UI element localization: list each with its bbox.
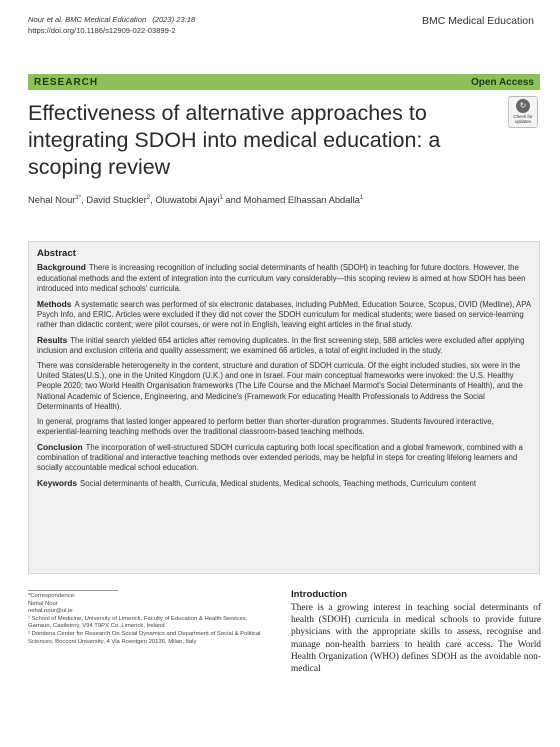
author-list: Nehal Nour$^{1*}$, David Stuckler$^2$, Oluwatobi Ajayi$^1$ and Mohamed Elhassan Abdalla$^1$ [28, 194, 364, 205]
running-header [28, 14, 195, 36]
abstract-heading: Abstract [37, 248, 76, 259]
author-name[interactable]: David Stuckler [86, 194, 147, 205]
correspondence-label: *Correspondence: [28, 593, 76, 599]
author-name[interactable]: Nehal Nour [28, 194, 76, 205]
journal-name: BMC Medical Education [421, 15, 534, 27]
abstract-box [28, 241, 540, 574]
abstract-methods: Methods A systematic search was performed of six electronic databases, including PubMed, Education Source, Scopus, OVID (Medline), APA Psych Info, and ERIC. Articles were excluded if they did not cover the SDOH curriculum for medical students; were based on service-learning rather than didactic content; were pilot courses, or were not in English, leaving eight articles in the final study. [37, 298, 531, 330]
abstract-results-p3: In general, programs that lasted longer appeared to perform better than shorter-duration programmes. Students favoured interactive, experiential-learning teaching methods over the traditional classroom-based teaching methods. [37, 416, 494, 437]
affiliation-1: ¹ School of Medicine, University of Limerick, Faculty of Education & Health Services, Garraun, Castletroy, V94 T9PX Co. Limerick, Ireland [28, 615, 248, 630]
footnote-divider [28, 590, 118, 591]
abstract-background: Background There is increasing recognition of including social determinants of health (SDOH) in teaching for future doctors. However, the educational methods and the extent of integration into the curriculum vary considerably—this scoping review is aimed at how SDOH has been introduced into medical schools' curricula. [37, 262, 526, 294]
section-label: RESEARCH [34, 76, 99, 88]
article-title: Effectiveness of alternative approaches to integrating SDOH into medical education: a scoping review [28, 101, 441, 179]
author-name[interactable]: Oluwatobi Ajayi [155, 194, 220, 205]
journal-cite: Nour et al. BMC Medical Education [28, 15, 147, 24]
check-updates-label: Check for updates [513, 114, 533, 124]
check-for-updates-button[interactable] [508, 96, 538, 128]
correspondence-name: Nehal Nour [28, 600, 58, 607]
introduction-section [291, 589, 541, 675]
year-volume: (2023) 23:18 [152, 15, 196, 24]
footnotes [28, 590, 268, 646]
correspondence-email[interactable]: nehal.nour@ul.ie [28, 608, 73, 615]
doi-link[interactable]: https://doi.org/10.1186/s12909-022-03899-2 [28, 26, 176, 35]
article-type-banner [28, 74, 540, 90]
affiliation-2: ² Dondena Center for Research On Social Dynamics and Department of Social & Political Sciences, Bocconi University, 4 Via Roentgen 20136, Milan, Italy [28, 630, 261, 645]
introduction-text: There is a growing interest in teaching social determinants of health (SDOH) curricula in medical schools to provide future physicians with the appropriate skills to assess, recognise and manage non-health barriers to health care access. The World Health Organization (WHO) defines SDOH as the avoidable non-medical [291, 603, 541, 675]
abstract-results-p2: There was considerable heterogeneity in the content, structure and duration of SDOH curricula. Of the eight included studies, six were in the United States(U.S.), one in the United Kingdom (U.K.) and one in Israel. Four main conceptual frameworks were invoked: the U.S. Healthy People 2020; two World Health Organisation frameworks (The Life Course and the Michael Marmot's Social Determinants of Health), and the National Academic of Science, Engineering, and Medicine's (Framework For educating Health Professionals to Address the Social Determinants of Health). [37, 360, 523, 412]
abstract-conclusion: Conclusion The incorporation of well-structured SDOH curricula capturing both local specification and a global framework, combined with a combination of traditional and interactive teaching methods over extended periods, may be helpful in steps for creating lifelong learners and socially accountable medical school education. [37, 441, 523, 473]
abstract-keywords: Keywords Social determinants of health, Curricula, Medical students, Medical schools, Teaching methods, Curriculum content [37, 477, 476, 488]
refresh-icon: ↻ [516, 99, 530, 113]
open-access-label: Open Access [471, 76, 534, 88]
introduction-heading: Introduction [291, 589, 347, 600]
abstract-results: Results The initial search yielded 654 articles after removing duplicates. In the first screening step, 588 articles were excluded after applying inclusion and exclusion criteria and quality assessment; we examined 66 articles, a total of eight included in the study. [37, 334, 525, 356]
author-name[interactable]: Mohamed Elhassan Abdalla [243, 194, 360, 205]
